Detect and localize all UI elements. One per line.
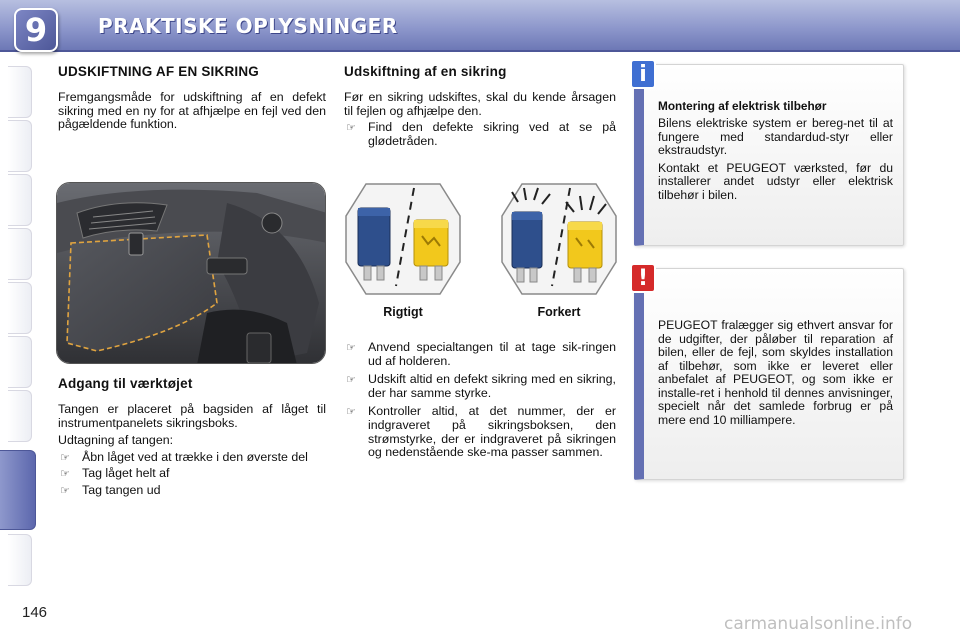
section-intro: Fremgangsmåde for udskiftning af en defekt sikring med en ny for at afhjælpe en fejl ved den pågældende funktion. xyxy=(58,90,326,132)
dashboard-fusebox-illustration xyxy=(56,182,326,364)
info-box-title: Montering af elektrisk tilbehør xyxy=(658,99,827,113)
info-box-text-1: Bilens elektriske system er bereg-net til at fungere med standardud-styr eller ekstraudstyr. xyxy=(658,116,893,157)
side-tab-9[interactable] xyxy=(8,534,32,586)
fuse-wrong-illustration xyxy=(500,182,618,296)
page-number: 146 xyxy=(22,604,48,621)
side-tab-2[interactable] xyxy=(8,120,32,172)
chapter-badge: 9 xyxy=(14,8,58,52)
side-tab-1[interactable] xyxy=(8,66,32,118)
info-box xyxy=(634,61,904,246)
tool-heading: Adgang til værktøjet xyxy=(58,376,193,391)
watermark: carmanualsonline.info xyxy=(724,614,913,634)
list-item: ☞ Tag tangen ud xyxy=(58,484,326,498)
removal-intro: Udtagning af tangen: xyxy=(58,433,174,448)
list-item: ☞ Anvend specialtangen til at tage sik-ringen ud af holderen. xyxy=(344,341,616,368)
tool-text: Tangen er placeret på bagsiden af låget til instrumentpanelets sikringsboks. xyxy=(58,402,326,430)
fuse-heading: Udskiftning af en sikring xyxy=(344,64,507,79)
side-tab-active[interactable] xyxy=(0,450,36,530)
side-tab-6[interactable] xyxy=(8,336,32,388)
middle-column xyxy=(344,64,616,148)
warning-box-text: PEUGEOT fralægger sig ethvert ansvar for de udgifter, der påløber til reparation af bilen, eller de fejl, som skyldes installation af tilbehør, som ikke er leveret eller anbefalet af PEUGEOT, og som ikke er installe-ret i henhold til dennes anvisninger, specielt når det samlede forbrug er på mere end 10 milliampere. xyxy=(658,318,893,427)
fuse-steps-bottom xyxy=(344,341,616,460)
warning-box xyxy=(634,265,904,480)
label-correct: Rigtigt xyxy=(383,305,423,319)
side-tab-4[interactable] xyxy=(8,228,32,280)
list-item: ☞ Find den defekte sikring ved at se på glødetråden. xyxy=(344,121,616,148)
warning-icon: ! xyxy=(630,263,656,293)
list-item: ☞ Åbn låget ved at trække i den øverste del xyxy=(58,451,326,465)
info-icon: i xyxy=(630,59,656,89)
list-item: ☞ Kontroller altid, at det nummer, der er indgraveret på sikringsboksen, den strømstyrke, der er indgraveret på sikringen og nedenstående ske-ma passer sammen. xyxy=(344,405,616,459)
fuse-intro: Før en sikring udskiftes, skal du kende årsagen til fejlen og afhjælpe den. xyxy=(344,90,616,118)
side-tab-7[interactable] xyxy=(8,390,32,442)
fuse-steps-top xyxy=(344,121,616,148)
label-wrong: Forkert xyxy=(537,305,581,319)
side-tab-5[interactable] xyxy=(8,282,32,334)
page-header xyxy=(0,0,960,52)
fuse-steps-section xyxy=(344,338,616,460)
fuse-correct-illustration xyxy=(344,182,462,296)
removal-steps xyxy=(58,451,326,498)
tool-section xyxy=(58,376,326,498)
chapter-side-tabs xyxy=(0,66,36,576)
list-item: ☞ Tag låget helt af xyxy=(58,467,326,481)
list-item: ☞ Udskift altid en defekt sikring med en sikring, der har samme styrke. xyxy=(344,373,616,400)
side-tab-3[interactable] xyxy=(8,174,32,226)
info-box-text-2: Kontakt et PEUGEOT værksted, før du installerer andet udstyr eller elektrisk tilbehør i bilen. xyxy=(658,160,893,202)
chapter-title: PRAKTISKE OPLYSNINGER xyxy=(98,14,398,38)
section-heading: UDSKIFTNING AF EN SIKRING xyxy=(58,64,260,79)
left-column xyxy=(58,64,326,132)
